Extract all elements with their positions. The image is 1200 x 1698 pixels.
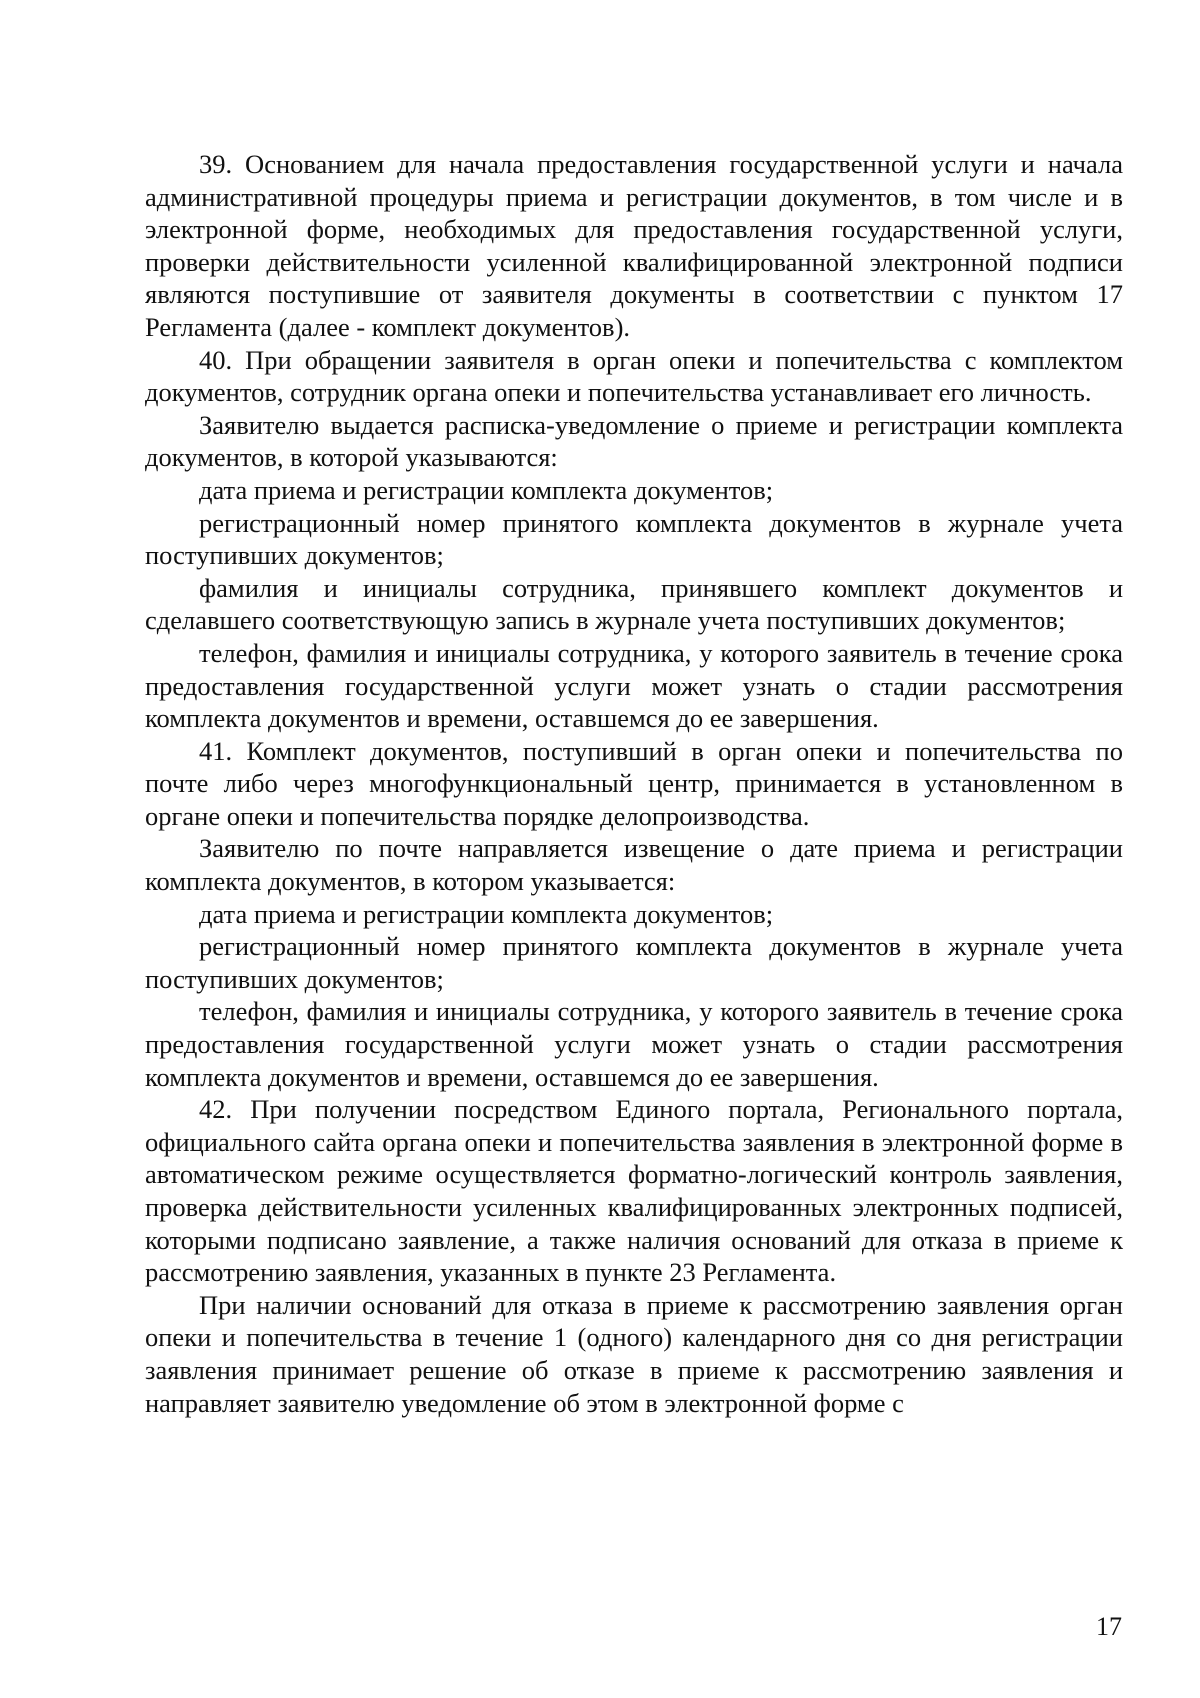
- list-item-registration-number: регистрационный номер принятого комплекта документов в журнале учета поступивших документов;: [145, 931, 1123, 994]
- paragraph-39: 39. Основанием для начала предоставления государственной услуги и начала административной процедуры приема и регистрации документов, в том числе и в электронной форме, необходимых для предоставления государственной услуги, проверки действительности усиленной квалифицированной электронной подписи являются поступившие от заявителя документы в соответствии с пунктом 17 Регламента (далее - комплект документов).: [145, 149, 1123, 342]
- list-item-contact-phone: телефон, фамилия и инициалы сотрудника, у которого заявитель в течение срока предоставления государственной услуги может узнать о стадии рассмотрения комплекта документов и времени, оставшемся до ее завершения.: [145, 996, 1123, 1092]
- paragraph-refusal: При наличии оснований для отказа в приеме к рассмотрению заявления орган опеки и попечительства в течение 1 (одного) календарного дня со дня регистрации заявления принимает решение об отказе в приеме к рассмотрению заявления и направляет заявителю уведомление об этом в электронной форме с: [145, 1289, 1123, 1418]
- list-item-employee-name: фамилия и инициалы сотрудника, принявшего комплект документов и сделавшего соответствующую запись в журнале учета поступивших документов;: [145, 572, 1123, 636]
- paragraph-42: 42. При получении посредством Единого портала, Регионального портала, официального сайта органа опеки и попечительства заявления в электронной форме в автоматическом режиме осуществляется форматно-логический контроль заявления, проверка действительности усиленных квалифицированных электронных подписей, которыми подписано заявление, а также наличия оснований для отказа в приеме к рассмотрению заявления, указанных в пункте 23 Регламента.: [145, 1094, 1123, 1288]
- paragraph-receipt-intro: Заявителю выдается расписка-уведомление о приеме и регистрации комплекта документов, в которой указываются:: [145, 409, 1123, 473]
- list-item-contact-phone: телефон, фамилия и инициалы сотрудника, у которого заявитель в течение срока предоставления государственной услуги может узнать о стадии рассмотрения комплекта документов и времени, оставшемся до ее завершения.: [145, 637, 1123, 734]
- paragraph-mail-notice-intro: Заявителю по почте направляется извещение о дате приема и регистрации комплекта документов, в котором указывается:: [145, 833, 1123, 897]
- document-body: [145, 148, 1123, 1419]
- paragraph-41: 41. Комплект документов, поступивший в орган опеки и попечительства по почте либо через многофункциональный центр, принимается в установленном в органе опеки и попечительства порядке делопроизводства.: [145, 735, 1123, 831]
- page-number: 17: [1096, 1612, 1122, 1641]
- list-item-registration-number: регистрационный номер принятого комплекта документов в журнале учета поступивших документов;: [145, 507, 1123, 571]
- paragraph-40: 40. При обращении заявителя в орган опеки и попечительства с комплектом документов, сотрудник органа опеки и попечительства устанавливает его личность.: [145, 344, 1123, 408]
- list-item-date: дата приема и регистрации комплекта документов;: [199, 898, 774, 929]
- list-item-date: дата приема и регистрации комплекта документов;: [199, 474, 774, 505]
